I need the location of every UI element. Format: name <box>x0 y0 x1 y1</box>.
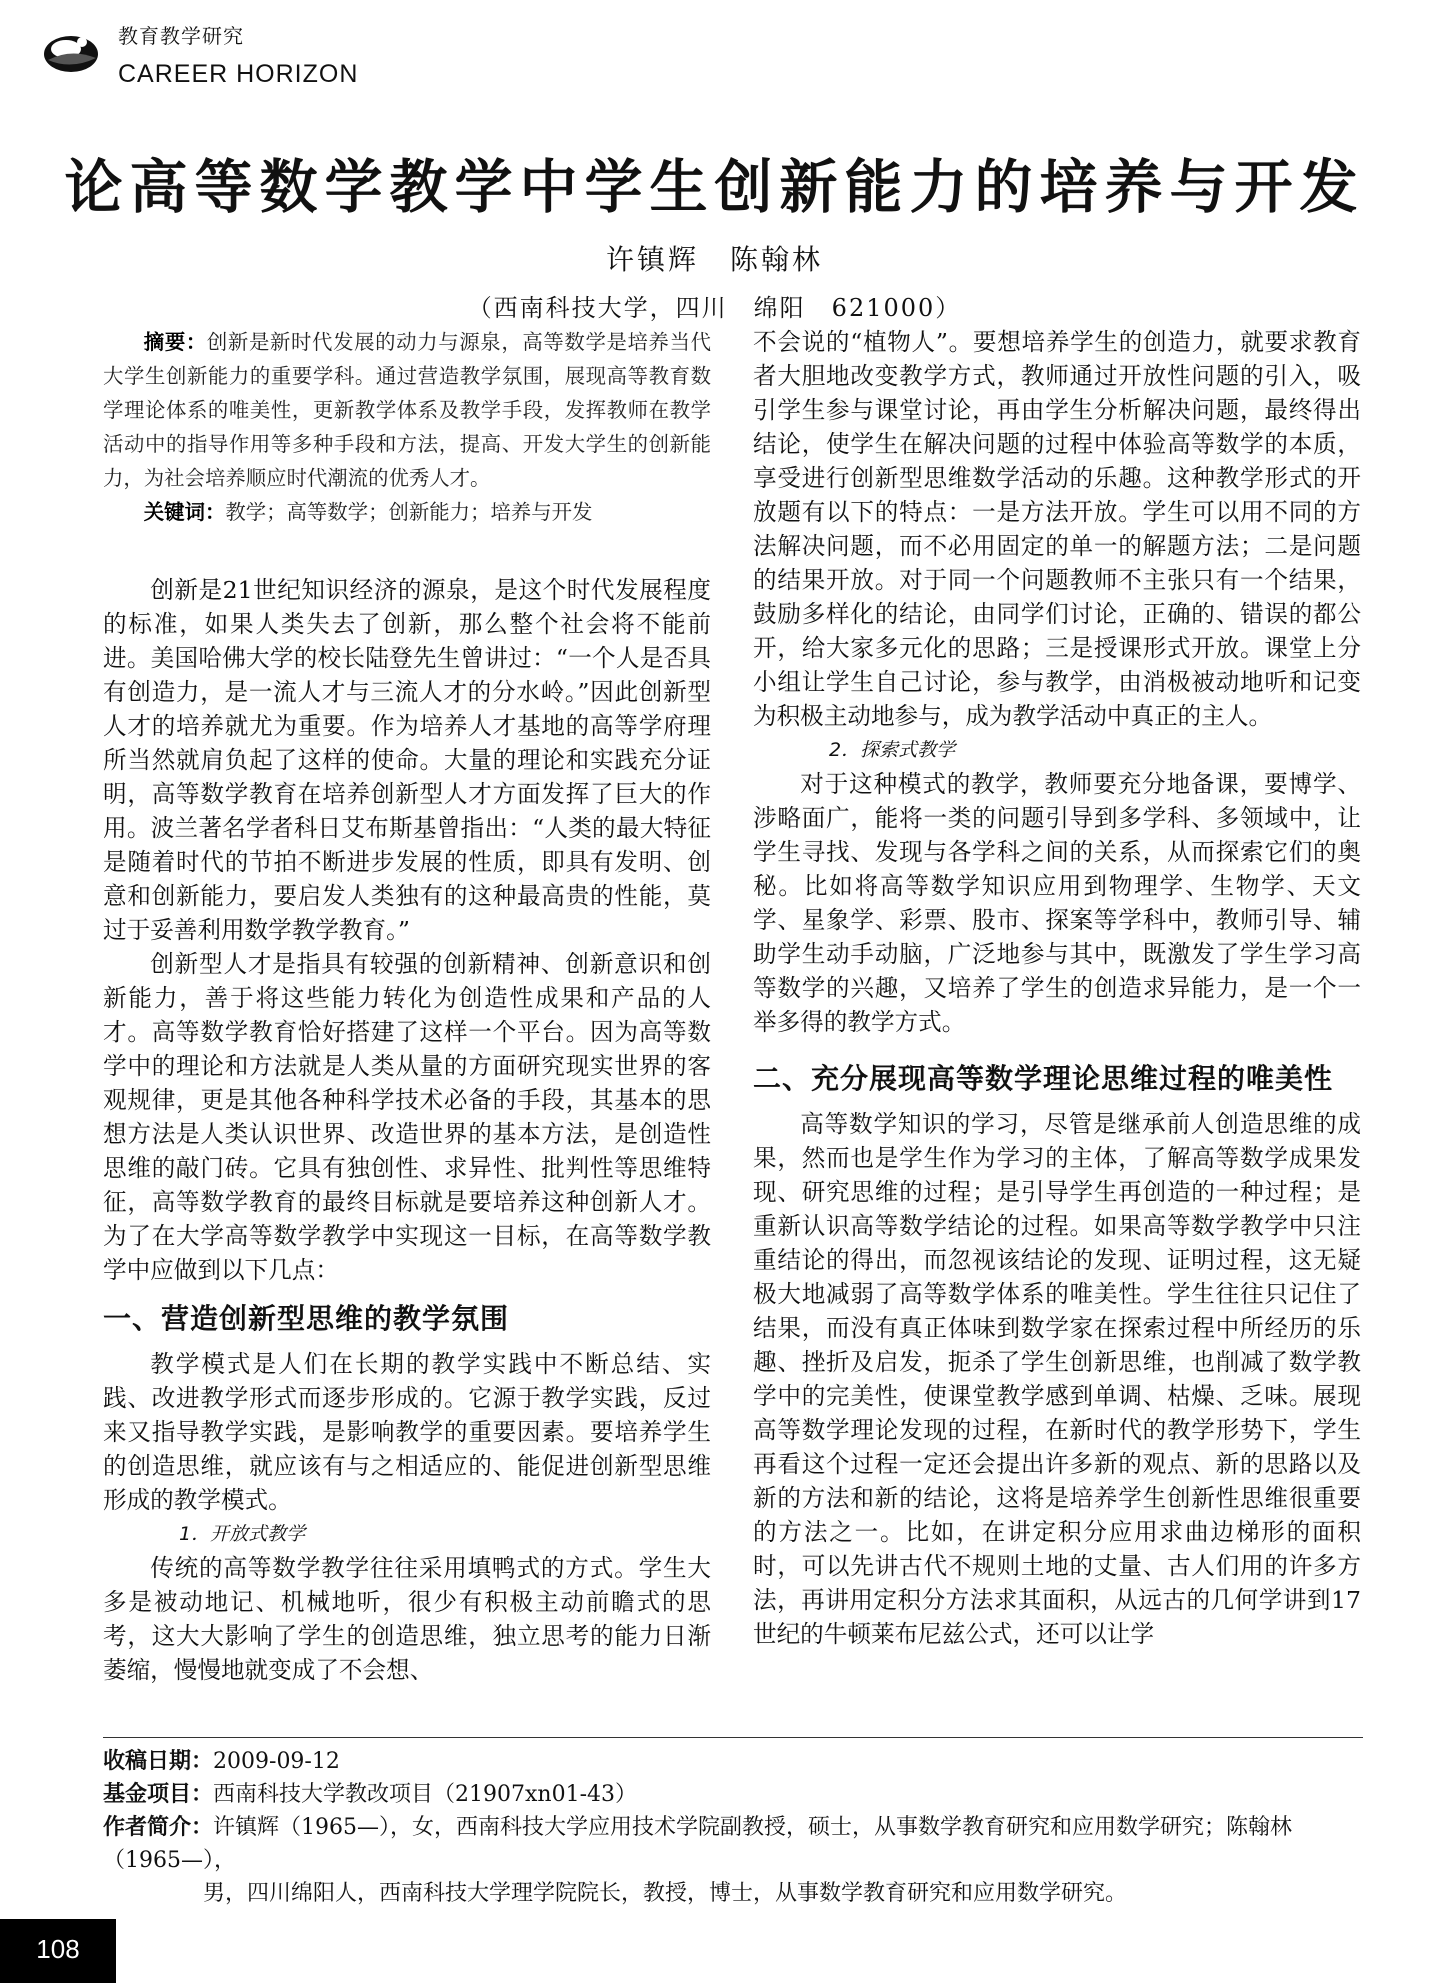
abstract-text: 创新是新时代发展的动力与源泉，高等数学是培养当代大学生创新能力的重要学科。通过营造教学氛围，展现高等教育数学理论体系的唯美性，更新教学体系及教学手段，发挥教师在教学活动中的指导作用等多种手段和方法，提高、开发大学生的创新能力，为社会培养顺应时代潮流的优秀人才。 <box>103 330 711 490</box>
article-title: 论高等数学教学中学生创新能力的培养与开发 <box>64 153 1365 221</box>
footnote-block <box>103 1745 1363 1910</box>
keywords-label: 关键词： <box>143 500 226 524</box>
keywords <box>103 495 711 529</box>
bio-label: 作者简介： <box>103 1815 214 1840</box>
page-number: 108 <box>36 1934 80 1964</box>
journal-name-cn: 教育教学研究 <box>118 24 244 48</box>
abstract <box>103 325 711 495</box>
section-heading-1: 一、营造创新型思维的教学氛围 <box>103 1302 510 1335</box>
body-paragraph-6: 对于这种模式的教学，教师要充分地备课，要博学、涉略面广，能将一类的问题引导到多学科、多领域中，让学生寻找、发现与各学科之间的关系，从而探索它们的奥秘。比如将高等数学知识应用到物理学、生物学、天文学、星象学、彩票、股市、探案等学科中，教师引导、辅助学生动手动脑，广泛地参与其中，既激发了学生学习高等数学的兴趣，又培养了学生的创造求异能力，是一个一举多得的教学方式。 <box>753 770 1361 1036</box>
right-column <box>753 325 1361 1651</box>
fund-project <box>103 1778 1363 1811</box>
fund-value: 西南科技大学教改项目（21907xn01-43） <box>213 1782 637 1807</box>
author-bio <box>103 1811 1363 1877</box>
journal-name-en: CAREER HORIZON <box>118 60 359 88</box>
fund-label: 基金项目： <box>103 1782 214 1807</box>
author-affiliation: （西南科技大学，四川 绵阳 621000） <box>467 294 962 322</box>
body-paragraph-1: 创新是21世纪知识经济的源泉，是这个时代发展程度的标准，如果人类失去了创新，那么整个社会将不能前进。美国哈佛大学的校长陆登先生曾讲过：“一个人是否具有创造力，是一流人才与三流人才的分水岭。”因此创新型人才的培养就尤为重要。作为培养人才基地的高等学府理所当然就肩负起了这样的使命。大量的理论和实践充分证明，高等数学教育在培养创新型人才方面发挥了巨大的作用。波兰著名学者科日艾布斯基曾指出：“人类的最大特征是随着时代的节拍不断进步发展的性质，即具有发明、创意和创新能力，要启发人类独有的这种最高贵的性能，莫过于妥善利用数学教学教育。” <box>103 576 711 944</box>
left-column <box>103 325 711 1687</box>
body-paragraph-5: 不会说的“植物人”。要想培养学生的创造力，就要求教育者大胆地改变教学方式，教师通过开放性问题的引入，吸引学生参与课堂讨论，再由学生分析解决问题，最终得出结论，使学生在解决问题的过程中体验高等数学的本质，享受进行创新型思维数学活动的乐趣。这种教学形式的开放题有以下的特点：一是方法开放。学生可以用不同的方法解决问题，而不必用固定的单一的解题方法；二是问题的结果开放。对于同一个问题教师不主张只有一个结果，鼓励多样化的结论，由同学们讨论，正确的、错误的都公开，给大家多元化的思路；三是授课形式开放。课堂上分小组让学生自己讨论，参与教学，由消极被动地听和记变为积极主动地参与，成为教学活动中真正的主人。 <box>753 328 1361 730</box>
journal-logo-icon <box>42 28 100 76</box>
body-paragraph-3: 教学模式是人们在长期的教学实践中不断总结、实践、改进教学形式而逐步形成的。它源于教学实践，反过来又指导教学实践，是影响教学的重要因素。要培养学生的创造思维，就应该有与之相适应的、能促进创新型思维形成的教学模式。 <box>103 1350 711 1514</box>
body-paragraph-2: 创新型人才是指具有较强的创新精神、创新意识和创新能力，善于将这些能力转化为创造性成果和产品的人才。高等数学教育恰好搭建了这样一个平台。因为高等数学中的理论和方法就是人类从量的方面研究现实世界的客观规律，更是其他各种科学技术必备的手段，其基本的思想方法是人类认识世界、改造世界的基本方法，是创造性思维的敲门砖。它具有独创性、求异性、批判性等思维特征，高等数学教育的最终目标就是要培养这种创新人才。为了在大学高等数学教学中实现这一目标，在高等数学教学中应做到以下几点： <box>103 950 711 1284</box>
bio-line-1: 许镇辉（1965—），女，西南科技大学应用技术学院副教授，硕士，从事数学教育研究和应用数学研究；陈翰林（1965—）， <box>103 1815 1293 1873</box>
keywords-text: 教学；高等数学；创新能力；培养与开发 <box>225 500 593 524</box>
abstract-label: 摘要： <box>143 330 207 354</box>
footnote-divider <box>103 1737 1363 1738</box>
body-paragraph-7: 高等数学知识的学习，尽管是继承前人创造思维的成果，然而也是学生作为学习的主体，了解高等数学成果发现、研究思维的过程；是引导学生再创造的一种过程；是重新认识高等数学结论的过程。如果高等数学教学中只注重结论的得出，而忽视该结论的发现、证明过程，这无疑极大地减弱了高等数学体系的唯美性。学生往往只记住了结果，而没有真正体味到数学家在探索过程中所经历的乐趣、挫折及启发，扼杀了学生创新思维，也削减了数学教学中的完美性，使课堂教学感到单调、枯燥、乏味。展现高等数学理论发现的过程，在新时代的教学形势下，学生再看这个过程一定还会提出许多新的观点、新的思路以及新的方法和新的结论，这将是培养学生创新性思维很重要的方法之一。比如，在讲定积分应用求曲边梯形的面积时，可以先讲古代不规则土地的丈量、古人们用的许多方法，再讲用定积分方法求其面积，从远古的几何学讲到17世纪的牛顿莱布尼兹公式，还可以让学 <box>753 1110 1361 1648</box>
subsection-heading-2: 2．探索式教学 <box>829 739 956 761</box>
article-authors: 许镇辉 陈翰林 <box>605 243 823 276</box>
received-date <box>103 1745 1363 1778</box>
subsection-heading-1: 1．开放式教学 <box>179 1523 306 1545</box>
author-bio-continued: 男，四川绵阳人，西南科技大学理学院院长，教授，博士，从事数学教育研究和应用数学研究。 <box>203 1881 1128 1906</box>
received-label: 收稿日期： <box>103 1749 214 1774</box>
received-value: 2009-09-12 <box>213 1749 340 1774</box>
section-heading-2: 二、充分展现高等数学理论思维过程的唯美性 <box>753 1062 1334 1095</box>
body-paragraph-4: 传统的高等数学教学往往采用填鸭式的方式。学生大多是被动地记、机械地听，很少有积极主动前瞻式的思考，这大大影响了学生的创造思维，独立思考的能力日渐萎缩，慢慢地就变成了不会想、 <box>103 1554 711 1684</box>
